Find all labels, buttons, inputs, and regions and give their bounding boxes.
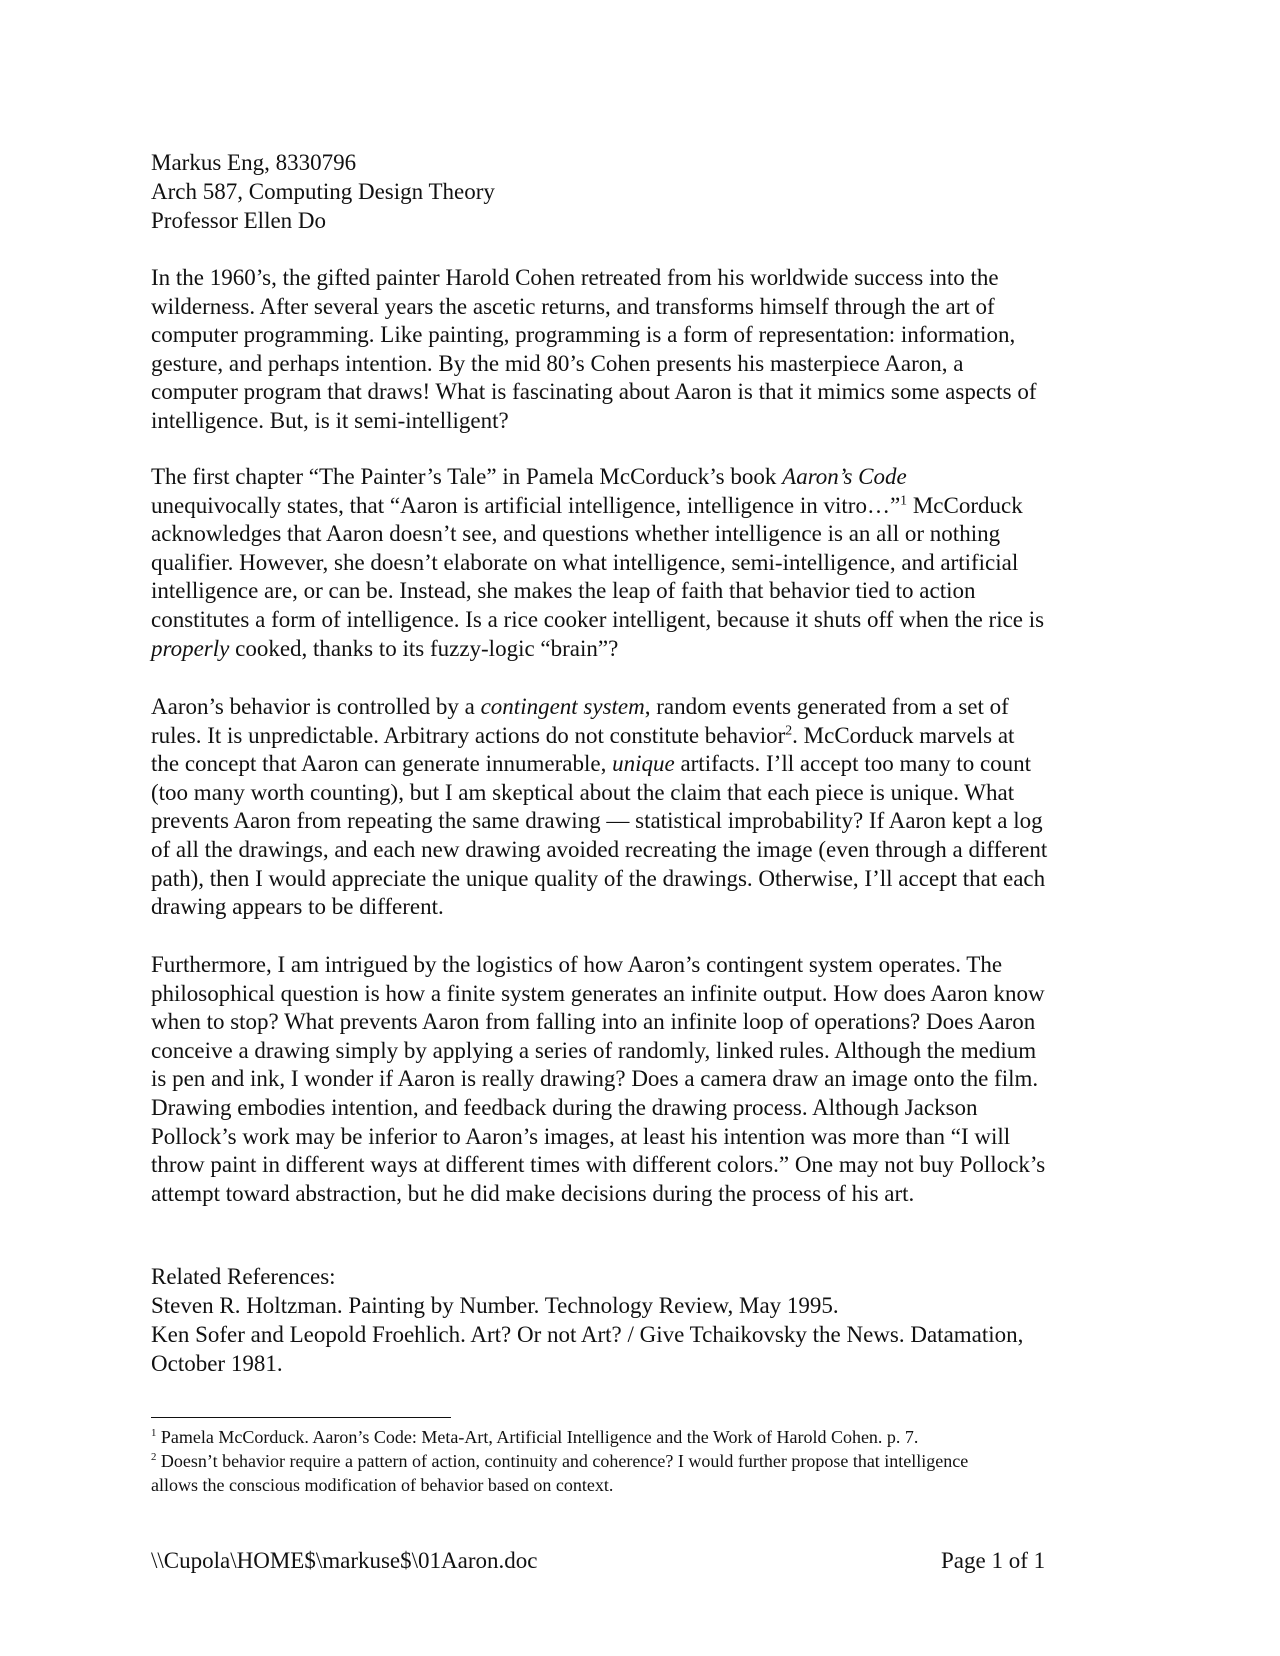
text-line: qualifier. However, she doesn’t elaborate on what intelligence, semi-intelligence, and artificial [151,549,1019,575]
footnote-text: Pamela McCorduck. Aaron’s Code: Meta-Art, Artificial Intelligence and the Work of Harold Cohen. p. 7. [156,1427,919,1447]
text-line: path), then I would appreciate the unique quality of the drawings. Otherwise, I’ll accept that each [151,865,1046,891]
text-line: when to stop? What prevents Aaron from falling into an infinite loop of operations? Does Aaron [151,1009,1036,1035]
file-path: \\Cupola\HOME$\markuse$\01Aaron.doc [151,1548,538,1573]
document-header [151,148,495,235]
text-line [151,750,1136,779]
text-line: attempt toward abstraction, but he did make decisions during the process of his art. [151,1180,915,1206]
author-line: Markus Eng, 8330796 [151,150,357,175]
page-number: Page 1 of 1 [941,1548,1046,1573]
text-line: intelligence are, or can be. Instead, she makes the leap of faith that behavior tied to action [151,578,976,604]
text-line: Furthermore, I am intrigued by the logistics of how Aaron’s contingent system operates. The [151,952,1003,977]
footnote-number: 2 [151,1451,157,1463]
text-line: Drawing embodies intention, and feedback during the drawing process. Although Jackson [151,1094,978,1120]
text-line [151,463,1136,492]
references-heading: Related References: [151,1264,336,1289]
footnote-number: 1 [151,1427,157,1439]
reference-item: Steven R. Holtzman. Painting by Number. Technology Review, May 1995. [151,1293,839,1318]
footnote-1 [151,1425,1136,1449]
emphasis-text: contingent system [480,694,645,719]
emphasis-text: properly [151,635,230,661]
footnote-ref-2: 2 [785,721,793,737]
paragraph-mccorduck [151,463,1136,663]
text-line: wilderness. After several years the ascetic returns, and transforms himself through the art of [151,293,995,319]
text-line: philosophical question is how a finite system generates an infinite output. How does Aaron know [151,980,1045,1006]
related-references [151,1262,1023,1378]
emphasis-text: unique [612,751,675,777]
reference-item: Ken Sofer and Leopold Froehlich. Art? Or not Art? / Give Tchaikovsky the News. Datamation, [151,1322,1024,1347]
text-run: . McCorduck marvels at [792,722,1015,748]
text-line: of all the drawings, and each new drawing avoided recreating the image (even through a different [151,836,1048,862]
text-line: is pen and ink, I wonder if Aaron is really drawing? Does a camera draw an image onto the film. [151,1066,1039,1092]
text-line: Pollock’s work may be inferior to Aaron’s images, at least his intention was more than “I will [151,1123,1011,1149]
reference-item-continued: October 1981. [151,1351,283,1376]
text-run: McCorduck [907,492,1023,518]
text-line: prevents Aaron from repeating the same drawing — statistical improbability? If Aaron kept a log [151,808,1043,834]
text-line: gesture, and perhaps intention. By the mid 80’s Cohen presents his masterpiece Aaron, a [151,350,964,376]
text-line: throw paint in different ways at different times with different colors.” One may not buy Pollock’s [151,1152,1046,1178]
text-run: rules. It is unpredictable. Arbitrary actions do not constitute behavior [151,722,786,748]
paragraph-behavior [151,693,1136,922]
footnotes [151,1425,1136,1497]
professor-line: Professor Ellen Do [151,208,327,233]
footnote-2 [151,1449,1136,1473]
text-line: conceive a drawing simply by applying a series of randomly, linked rules. Although the medium [151,1037,1037,1063]
footnote-ref-1: 1 [900,491,908,507]
paragraph-intro [151,264,1136,436]
text-line: computer program that draws! What is fascinating about Aaron is that it mimics some aspects of [151,379,1037,405]
course-line: Arch 587, Computing Design Theory [151,179,495,204]
text-run: artifacts. I’ll accept too many to count [674,751,1032,777]
text-run: the concept that Aaron can generate innumerable, [151,751,613,777]
text-line: (too many worth counting), but I am skeptical about the claim that each piece is unique. What [151,779,1015,805]
footnote-2-continued: allows the conscious modification of behavior based on context. [151,1475,614,1495]
text-line: constitutes a form of intelligence. Is a rice cooker intelligent, because it shuts off when the rice is [151,606,1045,632]
text-line: intelligence. But, is it semi-intelligent? [151,407,509,433]
paragraph-logistics [151,951,1136,1208]
text-run: cooked, thanks to its fuzzy-logic “brain”? [229,635,619,661]
text-line: acknowledges that Aaron doesn’t see, and questions whether intelligence is an all or nothing [151,521,1001,547]
footnote-text: Doesn’t behavior require a pattern of action, continuity and coherence? I would further propose that intelligence [156,1451,969,1471]
text-line: drawing appears to be different. [151,894,444,920]
text-line [151,492,1136,521]
book-title: Aaron’s Code [782,464,907,489]
text-run: , random events generated from a set of [644,694,1009,719]
footnote-separator [151,1417,451,1418]
text-line: In the 1960’s, the gifted painter Harold Cohen retreated from his worldwide success into the [151,265,999,290]
text-line [151,693,1136,722]
text-line [151,635,1136,664]
text-run: unequivocally states, that “Aaron is artificial intelligence, intelligence in vitro…” [151,492,901,518]
text-run: The first chapter “The Painter’s Tale” in Pamela McCorduck’s book [151,464,783,489]
text-line: computer programming. Like painting, programming is a form of representation: information, [151,322,1016,348]
text-run: Aaron’s behavior is controlled by a [151,694,481,719]
text-line [151,722,1136,751]
